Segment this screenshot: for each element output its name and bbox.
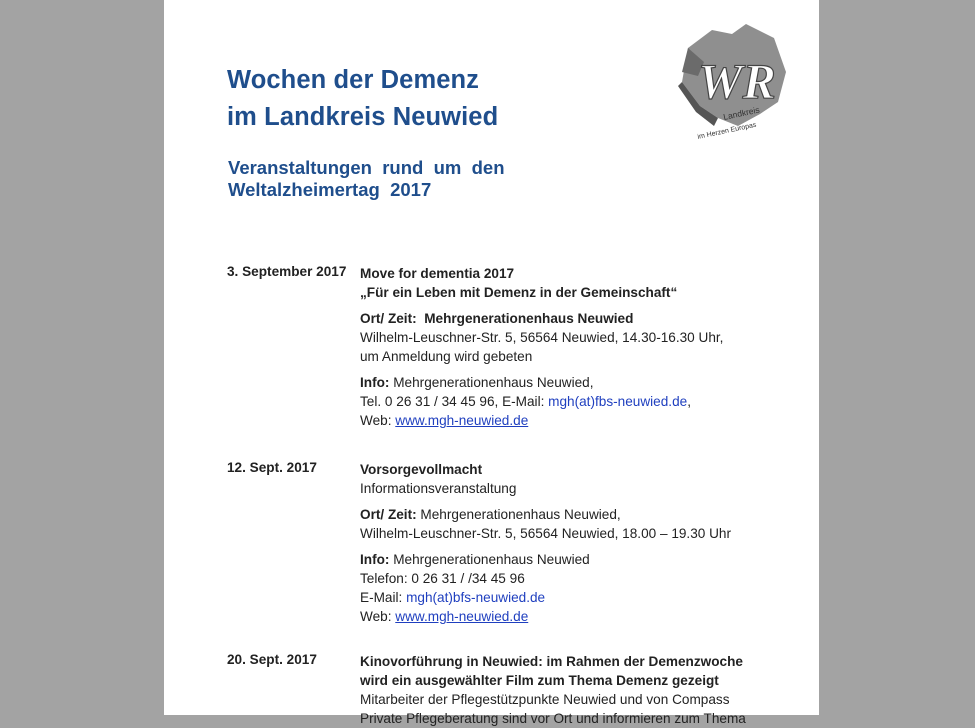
ort-value: Mehrgenerationenhaus Neuwied,	[416, 507, 621, 522]
web-link[interactable]: www.mgh-neuwied.de	[395, 609, 529, 624]
event-title: Vorsorgevollmacht	[360, 462, 483, 477]
email-link[interactable]: mgh(at)bfs-neuwied.de	[406, 590, 546, 605]
event-text-2: Private Pflegeberatung sind vor Ort und informieren zum Thema	[360, 711, 746, 726]
document-page	[164, 0, 819, 726]
info-value: Mehrgenerationenhaus Neuwied	[389, 552, 590, 567]
event-title: Kinovorführung in Neuwied: im Rahmen der Demenzwoche	[360, 654, 743, 669]
event-title: Move for dementia 2017	[360, 266, 515, 281]
email-link[interactable]: mgh(at)fbs-neuwied.de	[548, 394, 688, 409]
info-label: Info:	[360, 552, 390, 567]
document-title	[227, 62, 498, 136]
ort-note: um Anmeldung wird gebeten	[360, 349, 533, 364]
ort-address: Wilhelm-Leuschner-Str. 5, 56564 Neuwied, 14.30-16.30 Uhr,	[360, 330, 724, 345]
landkreis-logo	[674, 22, 794, 144]
document-subtitle	[228, 157, 505, 201]
phone-text: Telefon: 0 26 31 / /34 45 96	[360, 571, 525, 586]
ort-value: Mehrgenerationenhaus Neuwied	[416, 311, 634, 326]
web-link[interactable]: www.mgh-neuwied.de	[395, 413, 529, 428]
subtitle-line-1: Veranstaltungen rund um den	[228, 157, 505, 178]
web-label: Web:	[360, 413, 396, 428]
event-text-1: Mitarbeiter der Pflegestützpunkte Neuwied und von Compass	[360, 692, 730, 707]
event-title-2: wird ein ausgewählter Film zum Thema Demenz gezeigt	[360, 673, 719, 688]
event-date: 3. September 2017	[227, 264, 347, 279]
logo-text-1: Landkreis	[722, 104, 761, 122]
info-label: Info:	[360, 375, 390, 390]
ort-label: Ort/ Zeit:	[360, 507, 417, 522]
title-line-2: im Landkreis Neuwied	[227, 103, 499, 131]
subtitle-line-2: Weltalzheimertag 2017	[228, 179, 432, 200]
logo-letters: WR	[698, 53, 776, 109]
event-date: 20. Sept. 2017	[227, 652, 317, 667]
email-label: E-Mail:	[360, 590, 407, 605]
logo-text-2: im Herzen Europas	[696, 121, 758, 141]
ort-label: Ort/ Zeit:	[360, 311, 417, 326]
title-line-1: Wochen der Demenz	[227, 66, 480, 94]
ort-address: Wilhelm-Leuschner-Str. 5, 56564 Neuwied, 18.00 – 19.30 Uhr	[360, 526, 732, 541]
info-value: Mehrgenerationenhaus Neuwied,	[389, 375, 594, 390]
event-subtitle: Informationsveranstaltung	[360, 481, 517, 496]
tel-suffix: ,	[687, 394, 691, 409]
tel-text: Tel. 0 26 31 / 34 45 96, E-Mail:	[360, 394, 549, 409]
web-label: Web:	[360, 609, 396, 624]
event-date: 12. Sept. 2017	[227, 460, 317, 475]
event-title-2: „Für ein Leben mit Demenz in der Gemeinschaft“	[360, 285, 678, 300]
